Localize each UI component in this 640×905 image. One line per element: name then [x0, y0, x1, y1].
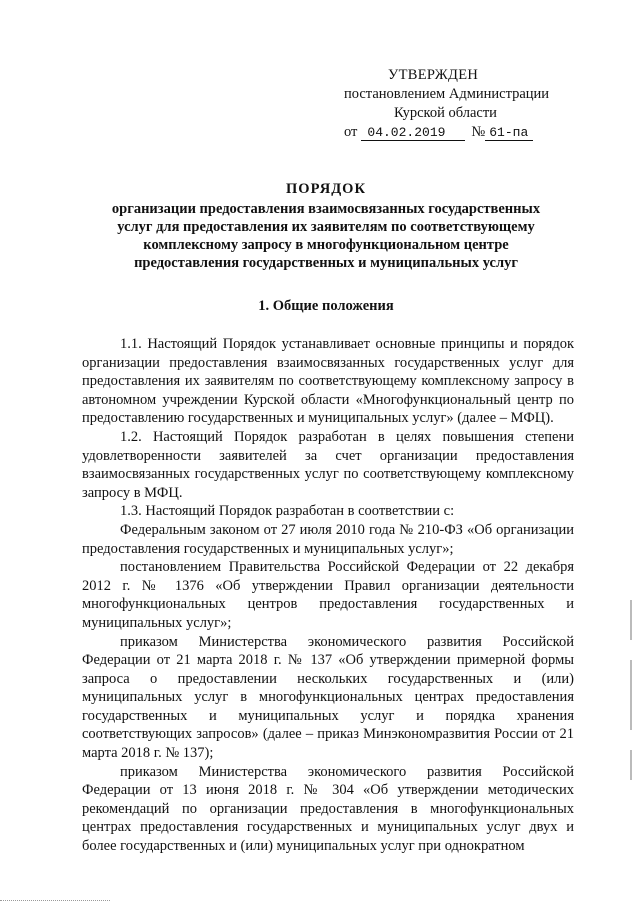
scan-margin-marks	[630, 600, 634, 900]
title-line: предоставления государственных и муниципальных услуг	[134, 255, 518, 271]
approval-authority: постановлением Администрации	[344, 86, 550, 102]
approval-date: 04.02.2019	[361, 125, 465, 141]
approval-date-number	[344, 123, 584, 142]
document-title	[80, 180, 572, 272]
number-label: №	[471, 124, 486, 140]
paragraph: Федеральным законом от 27 июля 2010 года № 210-ФЗ «Об организации предоставления государственных и муниципальных услуг»;	[82, 521, 574, 557]
paragraph: приказом Министерства экономического развития Российской Федерации от 13 июня 2018 г. № 304 «Об утверждении методических рекомендаций по организации предоставления в многофункциональных центрах предоставления государственных и муниципальных услуг двух и более государственных и (или) муниципальных услуг при однократном	[82, 763, 574, 855]
approval-number: 61-па	[485, 125, 533, 141]
approval-region: Курской области	[394, 105, 497, 121]
title-line: организации предоставления взаимосвязанных государственных	[111, 201, 541, 217]
title-line: услуг для предоставления их заявителям по соответствующему	[117, 219, 535, 235]
document-body	[82, 335, 574, 856]
section-heading: 1. Общие положения	[258, 298, 394, 314]
title-main: ПОРЯДОК	[286, 181, 366, 197]
approval-title: УТВЕРЖДЕН	[388, 67, 479, 83]
paragraph: 1.2. Настоящий Порядок разработан в целях повышения степени удовлетворенности заявителей за счет организации предоставления взаимосвязанных государственных услуг по соответствующему комплексному запросу в МФЦ.	[82, 428, 574, 501]
paragraph: постановлением Правительства Российской Федерации от 22 декабря 2012 г. № 1376 «Об утверждении Правил организации деятельности многофункциональных центров предоставления государственных и муниципальных услуг»;	[82, 559, 574, 631]
title-line: комплексному запросу в многофункциональном центре	[143, 237, 509, 253]
scan-bottom-mark	[0, 897, 110, 901]
paragraph: приказом Министерства экономического развития Российской Федерации от 21 марта 2018 г. № 137 «Об утверждении примерной формы запроса о предоставлении нескольких государственных и (или) муниципальных услуг в многофункциональных центрах предоставления государственных и муниципальных услуг и порядка хранения соответствующих запросов» (далее – приказ Минэкономразвития России от 21 марта 2018 г. № 137);	[82, 633, 574, 762]
paragraph: 1.3. Настоящий Порядок разработан в соответствии с:	[120, 503, 455, 520]
paragraph: 1.1. Настоящий Порядок устанавливает основные принципы и порядок организации предоставления взаимосвязанных государственных услуг для предоставления их заявителям по соответствующему комплексному запросу в автономном учреждении Курской области «Многофункциональный центр по предоставлению государственных и муниципальных услуг» (далее – МФЦ).	[82, 336, 574, 427]
from-label: от	[344, 124, 358, 140]
approval-stamp	[344, 66, 584, 142]
